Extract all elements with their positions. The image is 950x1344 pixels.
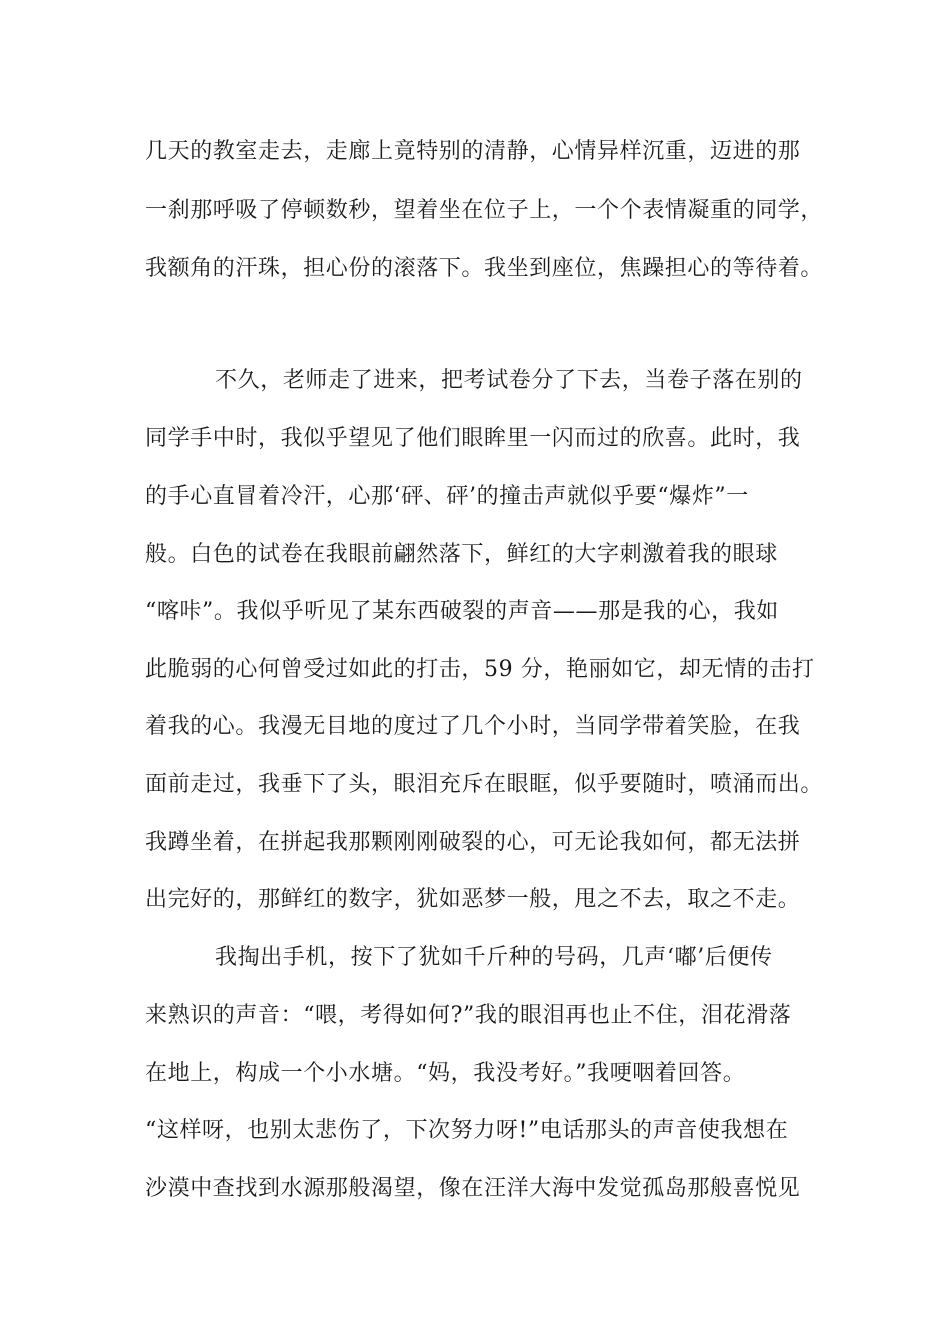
text-line: 沙漠中查找到水源那般渴望，像在汪洋大海中发觉孤岛那般喜悦见 xyxy=(145,1176,801,1201)
text-line: 面前走过，我垂下了头，眼泪充斥在眼眶，似乎要随时，喷涌而出。 xyxy=(145,772,824,797)
text-line: “喀咔”。我似乎听见了某东西破裂的声音——那是我的心，我如 xyxy=(145,599,779,624)
paragraph-first-line: 不久，老师走了进来，把考试卷分了下去，当卷子落在别的 xyxy=(215,368,803,393)
text-line: 此脆弱的心何曾受过如此的打击，59 分，艳丽如它，却无情的击打 xyxy=(145,657,815,682)
text-line: 出完好的，那鲜红的数字，犹如恶梦一般，甩之不去，取之不走。 xyxy=(145,887,801,912)
text-line: “这样呀，也别太悲伤了，下次努力呀!”电话那头的声音使我想在 xyxy=(145,1118,789,1143)
text-line: 同学手中时，我似乎望见了他们眼眸里一闪而过的欣喜。此时，我 xyxy=(145,426,801,451)
text-line: 一刹那呼吸了停顿数秒，望着坐在位子上，一个个表情凝重的同学， xyxy=(145,198,824,223)
text-line: 来熟识的声音：“喂，考得如何?”我的眼泪再也止不住，泪花滑落 xyxy=(145,1003,792,1028)
text-line: 般。白色的试卷在我眼前翩然落下，鲜红的大字刺激着我的眼球 xyxy=(145,542,778,567)
text-line: 几天的教室走去，走廊上竟特别的清静，心情异样沉重，迈进的那 xyxy=(145,139,801,164)
text-line: 的手心直冒着冷汗，心那‘砰、砰’的撞击声就似乎要“爆炸”一 xyxy=(145,484,749,509)
text-line: 我额角的汗珠，担心份的滚落下。我坐到座位，焦躁担心的等待着。 xyxy=(145,256,824,281)
text-line: 在地上，构成一个小水塘。“妈，我没考好。”我哽咽着回答。 xyxy=(145,1061,746,1086)
text-line: 着我的心。我漫无目地的度过了几个小时，当同学带着笑脸，在我 xyxy=(145,714,801,739)
paragraph-first-line: 我掏出手机，按下了犹如千斤种的号码，几声‘嘟’后便传 xyxy=(215,945,773,970)
text-line: 我蹲坐着，在拼起我那颗刚刚破裂的心，可无论我如何，都无法拼 xyxy=(145,830,801,855)
